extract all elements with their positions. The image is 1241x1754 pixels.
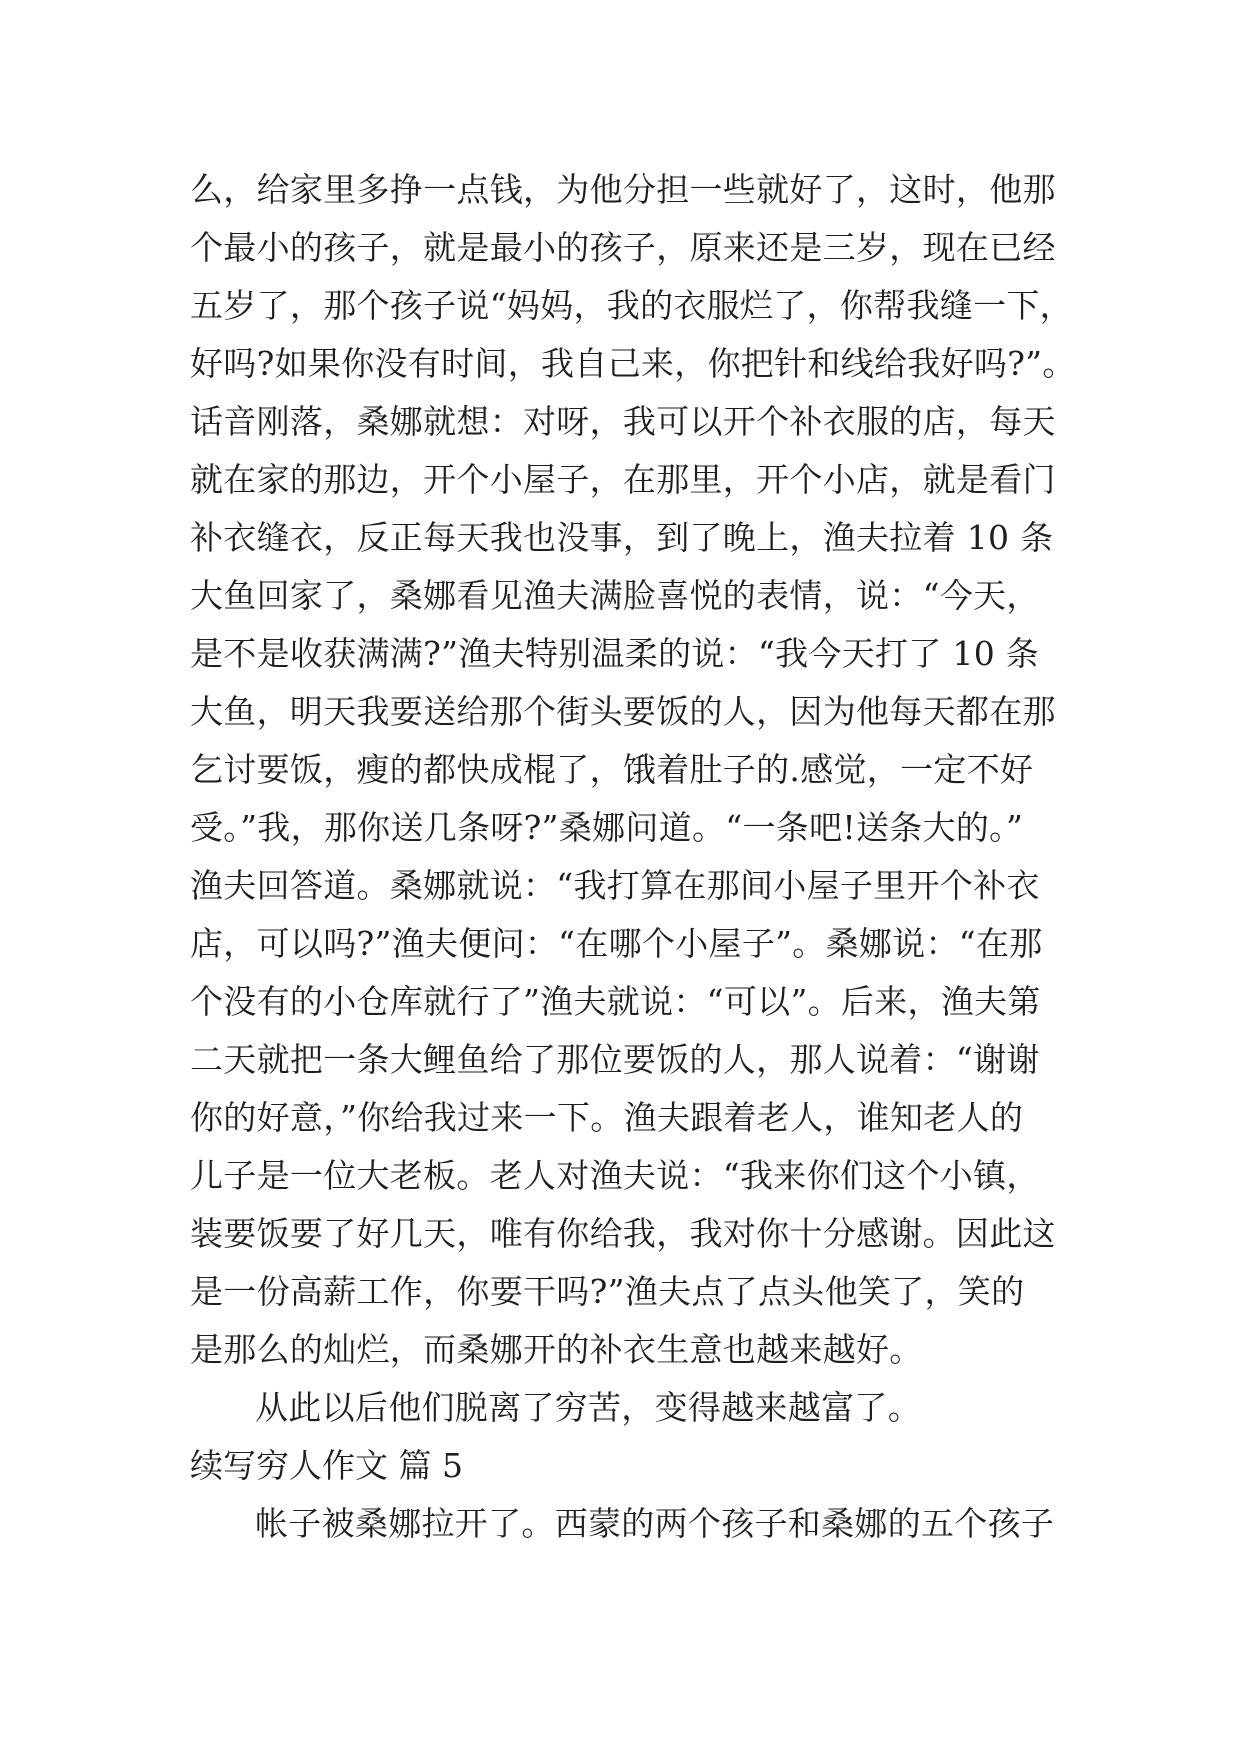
- body-text-line: 店，可以吗?”渔夫便问：“在哪个小屋子”。桑娜说：“在那: [190, 924, 1043, 963]
- body-text-line: 是不是收获满满?”渔夫特别温柔的说：“我今天打了 10 条: [190, 634, 1040, 673]
- body-text-line: 儿子是一位大老板。老人对渔夫说：“我来你们这个小镇，: [190, 1156, 1040, 1195]
- next-paragraph-line: 帐子被桑娜拉开了。西蒙的两个孩子和桑娜的五个孩子: [255, 1504, 1055, 1543]
- body-text-line: 乞讨要饭，瘦的都快成棍了，饿着肚子的.感觉，一定不好: [190, 750, 1034, 789]
- body-text-line: 个最小的孩子，就是最小的孩子，原来还是三岁，现在已经: [190, 228, 1056, 267]
- body-text-line: 受。”我，那你送几条呀?”桑娜问道。“一条吧!送条大的。”: [190, 808, 1024, 847]
- body-text-line: 五岁了，那个孩子说“妈妈，我的衣服烂了，你帮我缝一下，: [190, 286, 1073, 325]
- body-text-line: 你的好意，”你给我过来一下。渔夫跟着老人，谁知老人的: [190, 1098, 1024, 1137]
- body-text-line: 大鱼，明天我要送给那个街头要饭的人，因为他每天都在那: [190, 692, 1056, 731]
- body-text-line: 个没有的小仓库就行了”渔夫就说：“可以”。后来，渔夫第: [190, 982, 1041, 1021]
- body-text-line: 补衣缝衣，反正每天我也没事，到了晚上，渔夫拉着 10 条: [190, 518, 1054, 557]
- body-text-line: 渔夫回答道。桑娜就说：“我打算在那间小屋子里开个补衣: [190, 866, 1040, 905]
- body-text-line: 二天就把一条大鲤鱼给了那位要饭的人，那人说着：“谢谢: [190, 1040, 1040, 1079]
- body-text-line: 话音刚落，桑娜就想：对呀，我可以开个补衣服的店，每天: [190, 402, 1056, 441]
- body-text-line: 么，给家里多挣一点钱，为他分担一些就好了，这时，他那: [190, 170, 1056, 209]
- body-text-line: 就在家的那边，开个小屋子，在那里，开个小店，就是看门: [190, 460, 1056, 499]
- section-heading: 续写穷人作文 篇 5: [190, 1446, 463, 1485]
- body-text-line: 是一份高薪工作，你要干吗?”渔夫点了点头他笑了，笑的: [190, 1272, 1025, 1311]
- body-text-line: 装要饭要了好几天，唯有你给我，我对你十分感谢。因此这: [190, 1214, 1056, 1253]
- body-text-line: 是那么的灿烂，而桑娜开的补衣生意也越来越好。: [190, 1330, 923, 1369]
- body-text-line: 好吗?如果你没有时间，我自己来，你把针和线给我好吗?”。: [190, 344, 1076, 383]
- closing-paragraph: 从此以后他们脱离了穷苦，变得越来越富了。: [255, 1388, 921, 1427]
- body-text-line: 大鱼回家了，桑娜看见渔夫满脸喜悦的表情，说：“今天，: [190, 576, 1040, 615]
